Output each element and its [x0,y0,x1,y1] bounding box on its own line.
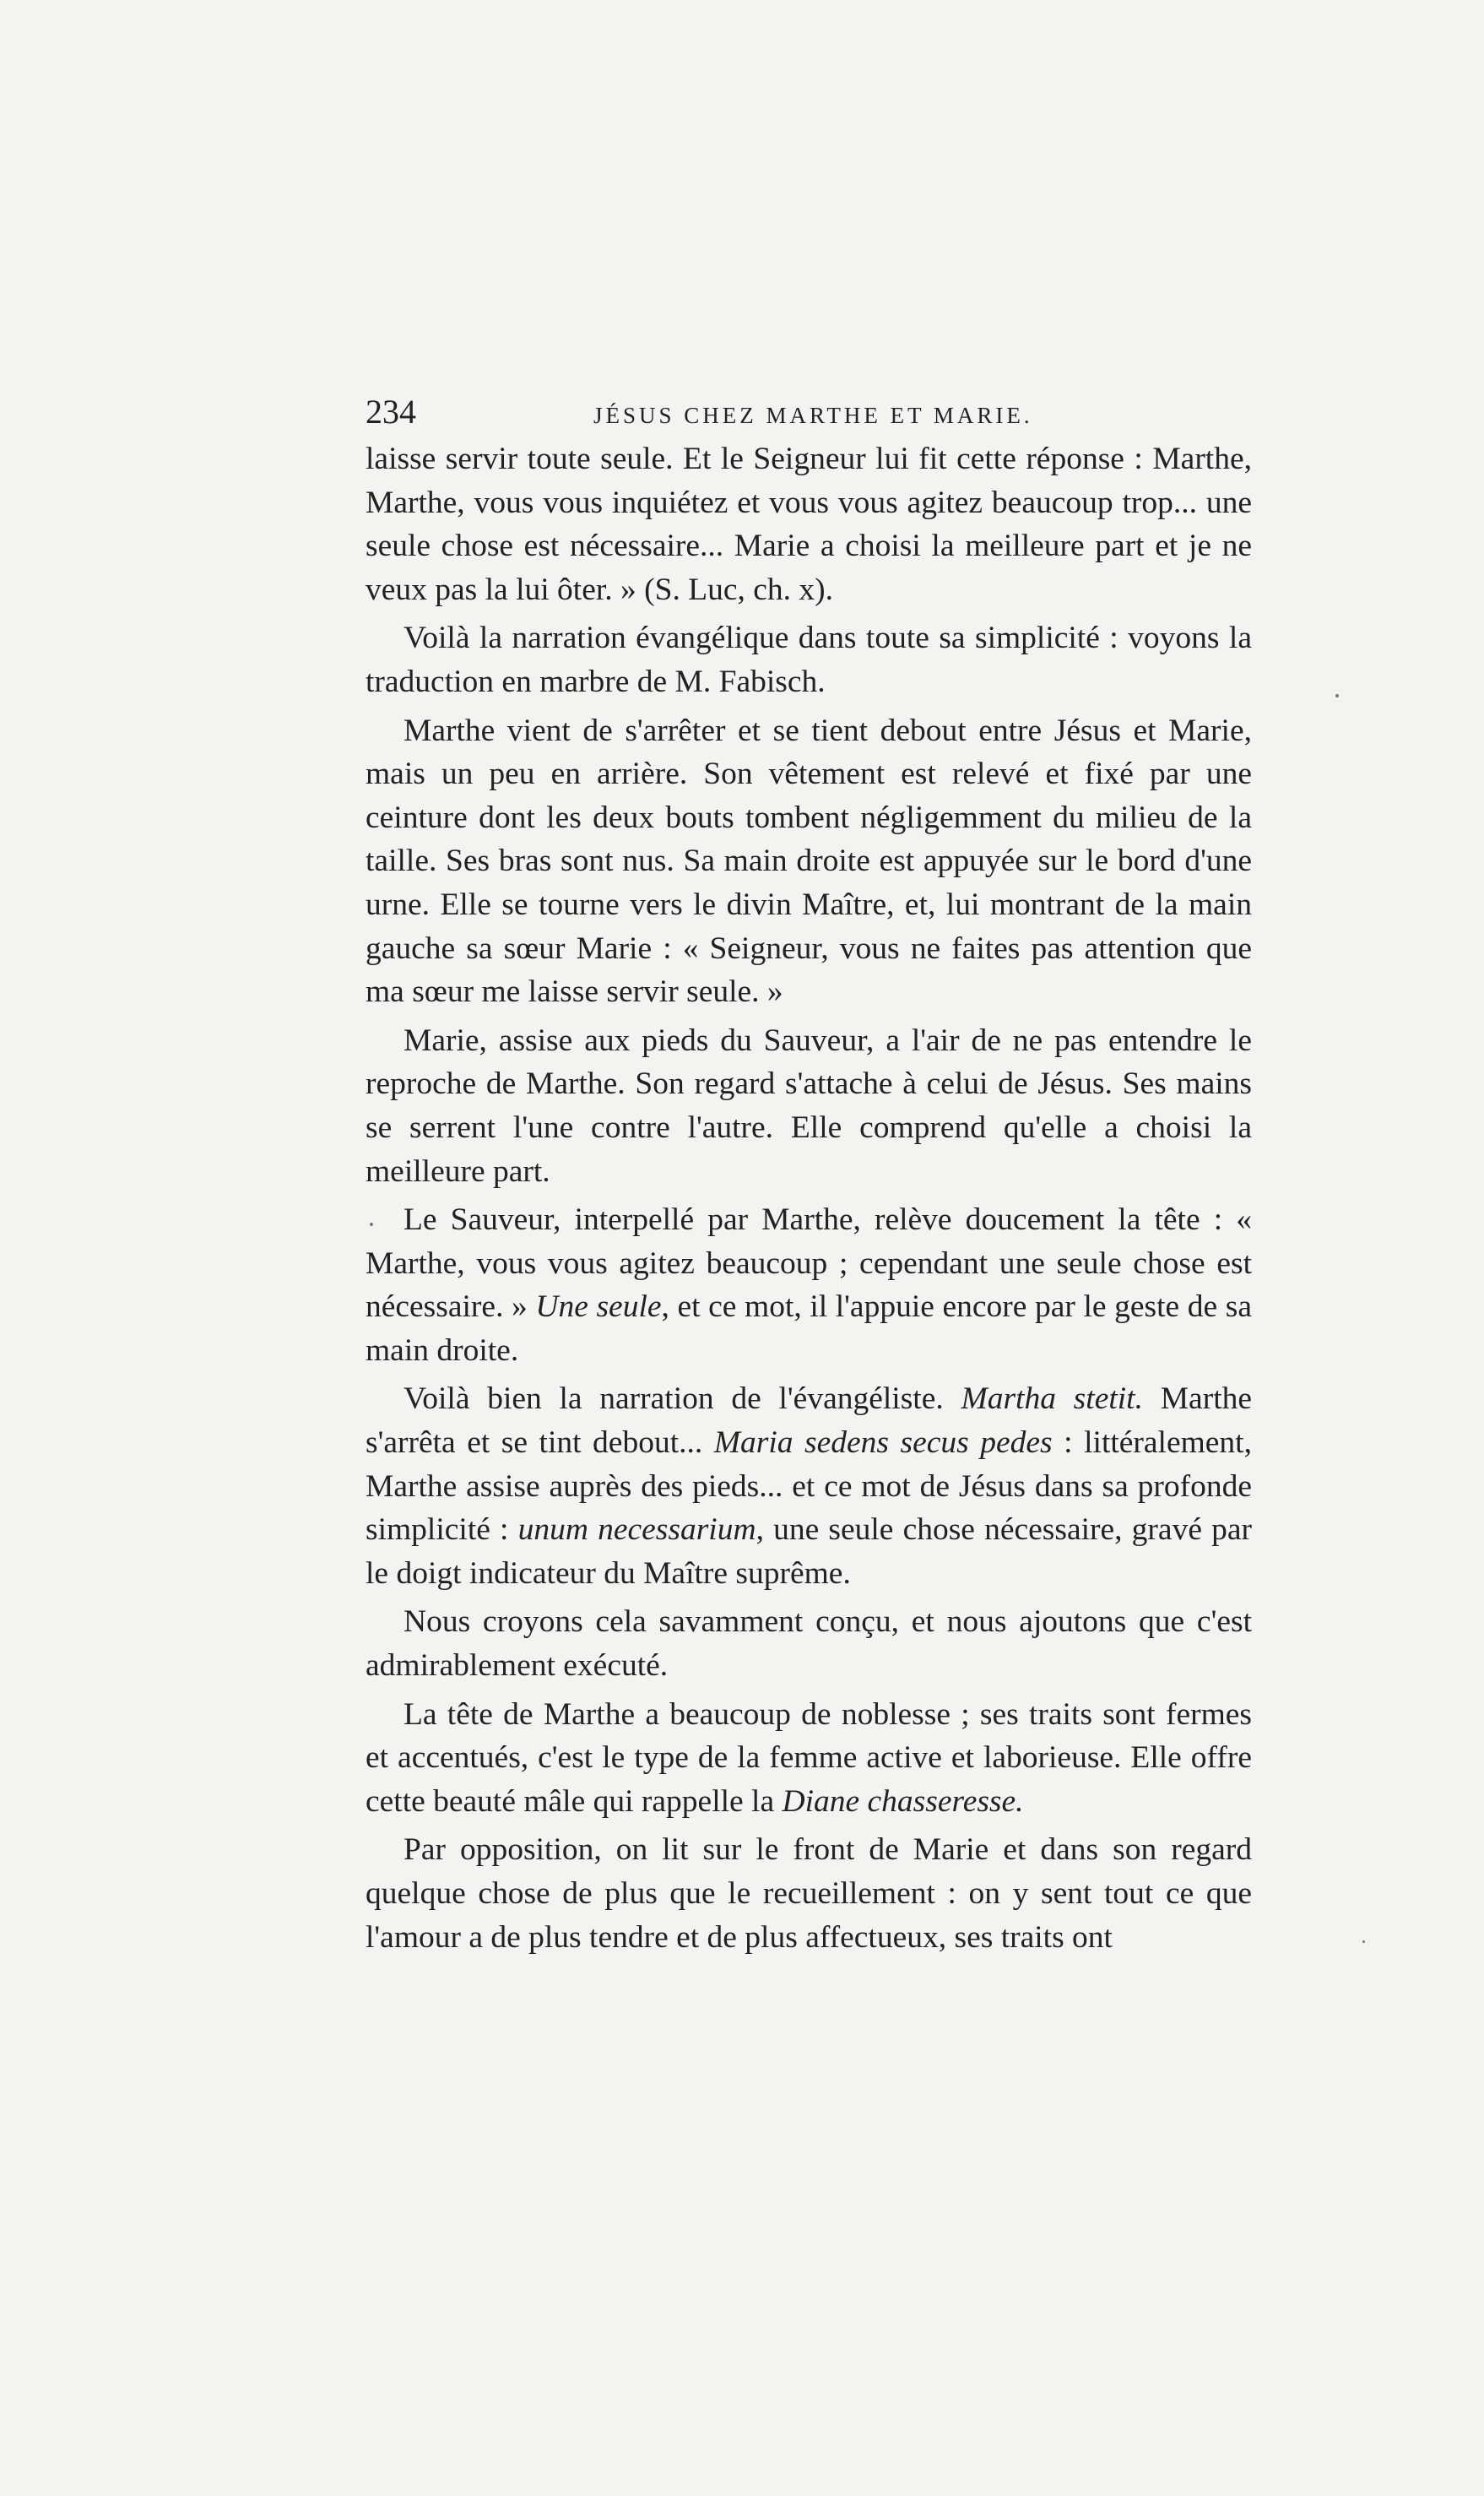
text-run: , et ce mot, il l'appuie encore par le geste de sa main droite. [366,1289,1252,1368]
text-run: La tête de Marthe a beaucoup de noblesse ; ses traits sont fermes et accentués, c'est le type de la femme active et laborieuse. Elle offre cette beauté mâle qui rappelle la [366,1696,1252,1819]
text-run: Marthe s'arrêta et se tint debout... [366,1381,1253,1461]
scan-speck [1335,694,1339,697]
running-title: JÉSUS CHEZ MARTHE ET MARIE. [593,403,1033,428]
text-run: Par opposition, on lit sur le front de Marie et dans son regard quelque chose de plus que le recueillement : on y sent tout ce que l'amour a de plus tendre et de plus affectueux, ses traits ont [366,1832,1252,1955]
paragraph-p3 [366,709,1252,1014]
text-run: laisse servir toute seule. Et le Seigneur lui fit cette réponse : Marthe, Marthe, vous vous inquiétez et vous vous agitez beaucoup trop... une seule chose est nécessaire... Marie a choisi la meilleure part et je ne veux pas la lui ôter. » (S. Luc, ch. x). [366,442,1252,607]
text-run: Le Sauveur, interpellé par Marthe, relève doucement la tête : « Marthe, vous vous agitez beaucoup ; cependant une seule chose est nécessaire. » [366,1202,1252,1325]
text-run: Nous croyons cela savamment conçu, et nous ajoutons que c'est admirablement exécuté. [366,1604,1252,1684]
paragraph-p6 [366,1377,1252,1595]
page-header [366,387,1252,437]
paragraph-p4 [366,1019,1252,1193]
italic-phrase: unum necessarium [517,1512,756,1548]
paragraph-p1 [366,437,1252,611]
text-run: Voilà la narration évangélique dans toute sa simplicité : voyons la traduction en marbre de M. Fabisch. [366,621,1252,699]
text-run: Marie, assise aux pieds du Sauveur, a l'air de ne pas entendre le reproche de Marthe. Son regard s'attache à celui de Jésus. Ses mains se serrent l'une contre l'autre. Elle comprend qu'elle a choisi la meilleure part. [366,1023,1252,1189]
paragraph-p7 [366,1600,1252,1687]
paragraph-p9 [366,1828,1252,1959]
paragraph-p2 [366,616,1252,703]
body-text [366,437,1252,1964]
scan-speck [370,1223,373,1226]
italic-phrase: Maria sedens secus pedes [713,1425,1053,1461]
page-number: 234 [366,393,416,431]
text-run: , une seule chose nécessaire, gravé par le doigt indicateur du Maître suprême. [366,1512,1252,1591]
italic-phrase: Martha stetit. [961,1381,1143,1417]
scan-speck [1362,1940,1365,1943]
italic-phrase: Diane chasseresse. [782,1783,1024,1819]
text-run: Voilà bien la narration de l'évangéliste. [403,1381,961,1417]
text-run: : littéralement, Marthe assise auprès des pieds... et ce mot de Jésus dans sa profonde simplicité : [366,1425,1252,1548]
italic-phrase: Une seule [535,1289,662,1325]
text-run: Marthe vient de s'arrêter et se tient debout entre Jésus et Marie, mais un peu en arrière. Son vêtement est relevé et fixé par une ceinture dont les deux bouts tombent négligemment du milieu de la taille. Ses bras sont nus. Sa main droite est appuyée sur le bord d'une urne. Elle se tourne vers le divin Maître, et, lui montrant de la main gauche sa sœur Marie : « Seigneur, vous ne faites pas attention que ma sœur me laisse servir seule. » [366,713,1252,1010]
paragraph-p8 [366,1693,1252,1824]
paragraph-p5 [366,1198,1252,1372]
